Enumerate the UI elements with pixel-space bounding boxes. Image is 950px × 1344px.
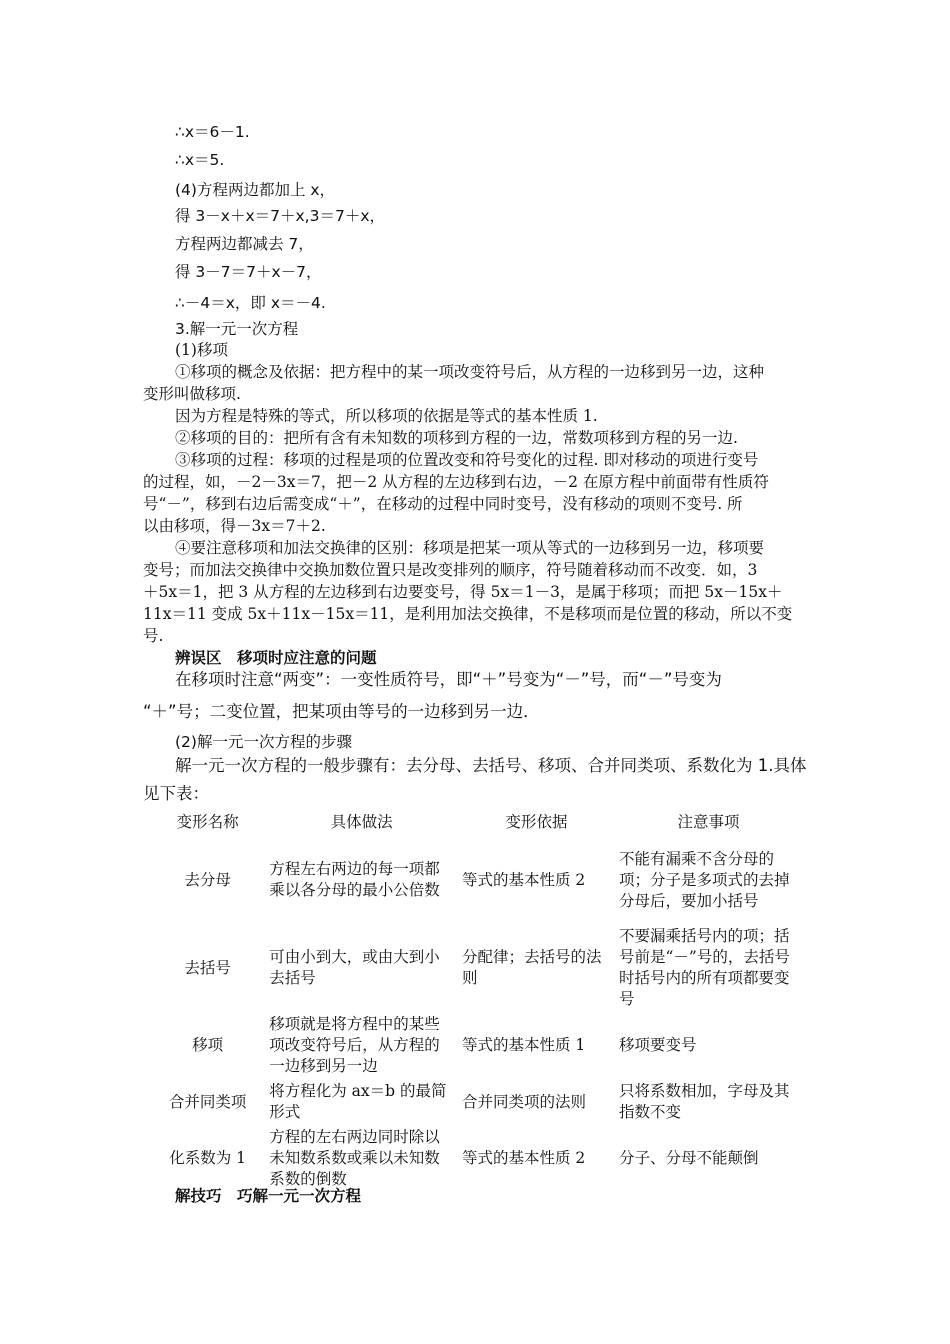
text-line: ④要注意移项和加法交换律的区别：移项是把某一项从等式的一边移到另一边，移项要: [175, 539, 765, 557]
text-line: 在移项时注意“两变”：一变性质符号，即“＋”号变为“－”号，而“－”号变为: [175, 670, 722, 689]
step-name-cell: 化系数为 1: [169, 1149, 247, 1167]
text-line: 因为方程是特殊的等式，所以移项的依据是等式的基本性质 1.: [175, 407, 598, 425]
header-cell: 变形名称: [176, 812, 239, 831]
text-line: 方程两边都减去 7，: [175, 235, 314, 253]
step-basis-cell: 等式的基本性质 1: [461, 1036, 586, 1054]
text-line: 的过程，如，－2－3x＝7，把－2 从方程的左边移到右边，－2 在原方程中前面带有性质符: [143, 473, 769, 491]
text-line: ①移项的概念及依据：把方程中的某一项改变符号后，从方程的一边移到另一边，这种: [175, 363, 765, 381]
table-row: [150, 1012, 802, 1079]
step-basis-cell: 等式的基本性质 2: [461, 870, 586, 889]
text-line: ∴x＝5.: [175, 151, 225, 169]
step-note-cell: 移项要变号: [618, 1036, 697, 1054]
step-name-cell: 去括号: [184, 958, 231, 977]
text-line: 以由移项，得－3x＝7＋2.: [143, 517, 326, 535]
step-method-cell: 将方程化为 ax＝b 的最简形式: [269, 1082, 447, 1121]
text-line: 见下表：: [143, 784, 209, 803]
step-name-cell: 去分母: [184, 870, 231, 889]
text-line: 变形叫做移项.: [143, 385, 241, 403]
text-line: 号“－”，移到右边后需变成“＋”，在移动的过程中同时变号，没有移动的项则不变号. 所: [143, 495, 743, 513]
step-note-cell: 不要漏乘括号内的项；括号前是“－”号的，去括号时括号内的所有项都要变号: [618, 927, 790, 1008]
text-line: (4)方程两边都加上 x，: [175, 181, 336, 199]
text-line: ＋5x＝1，把 3 从方程的左边移到右边要变号，得 5x＝1－3，是属于移项；而把 5x－15x＋: [143, 583, 783, 601]
text-line: ③移项的过程：移项的过程是项的位置改变和符号变化的过程. 即对移动的项进行变号: [175, 451, 759, 469]
text-line: 号.: [143, 627, 164, 645]
table-row: [150, 924, 802, 1012]
step-basis-cell: 合并同类项的法则: [461, 1092, 586, 1111]
text-line: (2)解一元一次方程的步骤: [175, 733, 352, 751]
step-method-cell: 方程左右两边的每一项都乘以各分母的最小公倍数: [269, 860, 440, 899]
text-line: ∴x＝6－1.: [175, 123, 250, 141]
header-cell: 变形依据: [505, 812, 568, 831]
text-line: 3.解一元一次方程: [175, 320, 299, 338]
text-line: 得 3－x＋x＝7＋x,3＝7＋x，: [175, 207, 385, 225]
step-name-cell: 移项: [192, 1036, 224, 1054]
table-row: [150, 1125, 802, 1192]
table-row: [150, 1079, 802, 1125]
step-method-cell: 移项就是将方程中的某些项改变符号后，从方程的一边移到另一边: [269, 1015, 440, 1075]
step-basis-cell: 分配律；去括号的法则: [461, 948, 602, 987]
header-cell: 注意事项: [677, 812, 740, 831]
step-name-cell: 合并同类项: [168, 1092, 247, 1111]
text-line: ②移项的目的：把所有含有未知数的项移到方程的一边，常数项移到方程的另一边.: [175, 429, 738, 447]
text-line: 解一元一次方程的一般步骤有：去分母、去括号、移项、合并同类项、系数化为 1.具体: [175, 756, 807, 775]
table-header-row: [150, 808, 802, 836]
text-line: 辨误区 移项时应注意的问题: [175, 649, 377, 667]
text-line: ∴－4＝x，即 x＝－4.: [175, 294, 326, 312]
step-note-cell: 只将系数相加，字母及其指数不变: [618, 1082, 790, 1121]
step-basis-cell: 等式的基本性质 2: [461, 1149, 586, 1167]
table-row: [150, 836, 802, 924]
step-method-cell: 可由小到大，或由大到小去括号: [269, 948, 440, 987]
text-line: 得 3－7＝7＋x－7，: [175, 263, 322, 281]
text-line: 变号；而加法交换律中交换加数位置只是改变排列的顺序，符号随着移动而不改变．如，3: [143, 561, 758, 579]
steps-table: [150, 808, 802, 1192]
text-line: 解技巧 巧解一元一次方程: [175, 1187, 362, 1205]
step-method-cell: 方程的左右两边同时除以未知数系数或乘以未知数系数的倒数: [269, 1128, 440, 1188]
step-note-cell: 分子、分母不能颠倒: [618, 1149, 759, 1167]
text-line: “＋”号；二变位置，把某项由等号的一边移到另一边．: [143, 702, 540, 721]
text-line: 11x＝11 变成 5x＋11x－15x＝11，是利用加法交换律，不是移项而是位置的移动，所以不变: [143, 605, 793, 623]
text-line: (1)移项: [175, 341, 228, 359]
step-note-cell: 不能有漏乘不含分母的项；分子是多项式的去掉分母后，要加小括号: [618, 849, 790, 910]
header-cell: 具体做法: [330, 812, 393, 831]
